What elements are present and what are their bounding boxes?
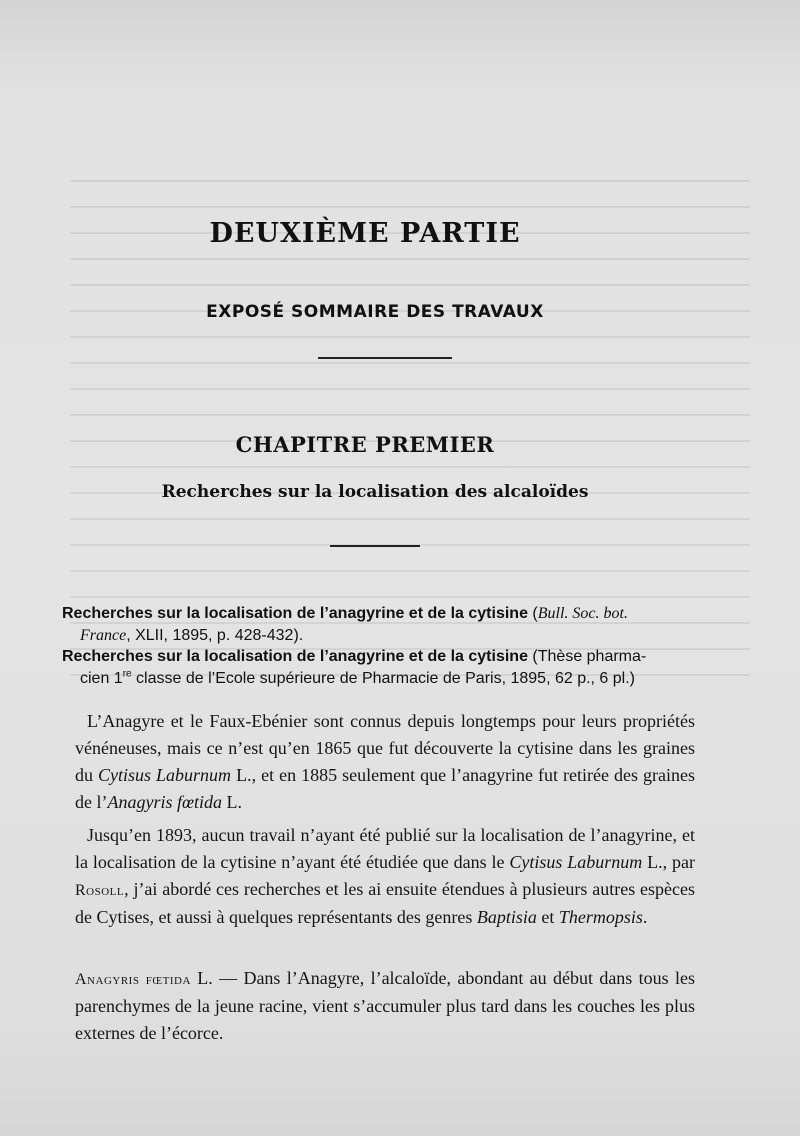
text-run: L., et en 1885 seulement que l’anagyrine fut retirée des graines de l’	[75, 765, 696, 812]
species-name: Anagyris fœtida	[107, 792, 222, 812]
genus-name: Baptisia	[476, 907, 537, 927]
text-run: et	[536, 907, 559, 927]
chapter-title: CHAPITRE PREMIER	[235, 432, 495, 457]
reference-item	[62, 603, 702, 646]
part-subtitle: EXPOSÉ SOMMAIRE DES TRAVAUX	[206, 302, 544, 322]
paragraph	[75, 965, 695, 1047]
divider-rule	[318, 357, 452, 359]
text-run: , j’ai abordé ces recherches et les ai ensuite étendues à plusieurs autres espèces de Cytises, et aussi à quelques représentants des genres	[75, 879, 695, 927]
chapter-subtitle: Recherches sur la localisation des alcaloïdes	[161, 482, 589, 502]
genus-name: Thermopsis	[558, 907, 643, 927]
species-name: Cytisus Laburnum	[98, 765, 232, 785]
paragraph	[75, 822, 695, 931]
text-run: L. — Dans l’Anagyre, l’alcaloïde, abondant au début dans tous les parenchymes de la jeune racine, vient s’accumuler plus tard dans les couches les plus externes de l’écorce.	[75, 968, 695, 1043]
text-run: L., par	[642, 852, 695, 872]
reference-item	[62, 646, 702, 689]
reference-title: Recherches sur la localisation de l’anagyrine et de la cytisine	[62, 648, 528, 665]
text-run: L’Anagyre et le Faux-Ebénier sont connus depuis longtemps pour leurs propriétés vénéneuses, mais ce n’est qu’en 1865 que fut découverte la cytisine dans les graines du	[75, 711, 695, 785]
part-title: DEUXIÈME PARTIE	[209, 218, 521, 249]
reference-journal: France	[80, 626, 127, 644]
divider-rule	[330, 545, 420, 547]
body-text	[75, 708, 695, 1047]
reference-superscript: re	[122, 668, 132, 680]
references-list	[62, 603, 702, 689]
text-run: Jusqu’en 1893, aucun travail n’ayant été publié sur la localisation de l’anagyrine, et la localisation de la cytisine n’ayant été étudiée que dans le	[75, 825, 695, 872]
reference-text: (Thèse pharma-	[527, 648, 647, 665]
reference-text: cien 1	[80, 669, 123, 687]
text-run: .	[642, 907, 648, 927]
author-name: Rosoll	[75, 882, 125, 899]
reference-text: , XLII, 1895, p. 428-432).	[126, 626, 304, 644]
text-run: L.	[222, 792, 242, 812]
reference-journal: Bull. Soc. bot.	[537, 605, 628, 622]
species-name: Cytisus Laburnum	[509, 852, 643, 872]
reference-text: (	[527, 605, 538, 622]
species-heading: Anagyris fœtida	[75, 971, 191, 988]
paragraph	[75, 708, 695, 816]
reference-text: classe de l’Ecole supérieure de Pharmacie de Paris, 1895, 62 p., 6 pl.)	[131, 669, 635, 687]
reference-title: Recherches sur la localisation de l’anagyrine et de la cytisine	[62, 605, 528, 622]
